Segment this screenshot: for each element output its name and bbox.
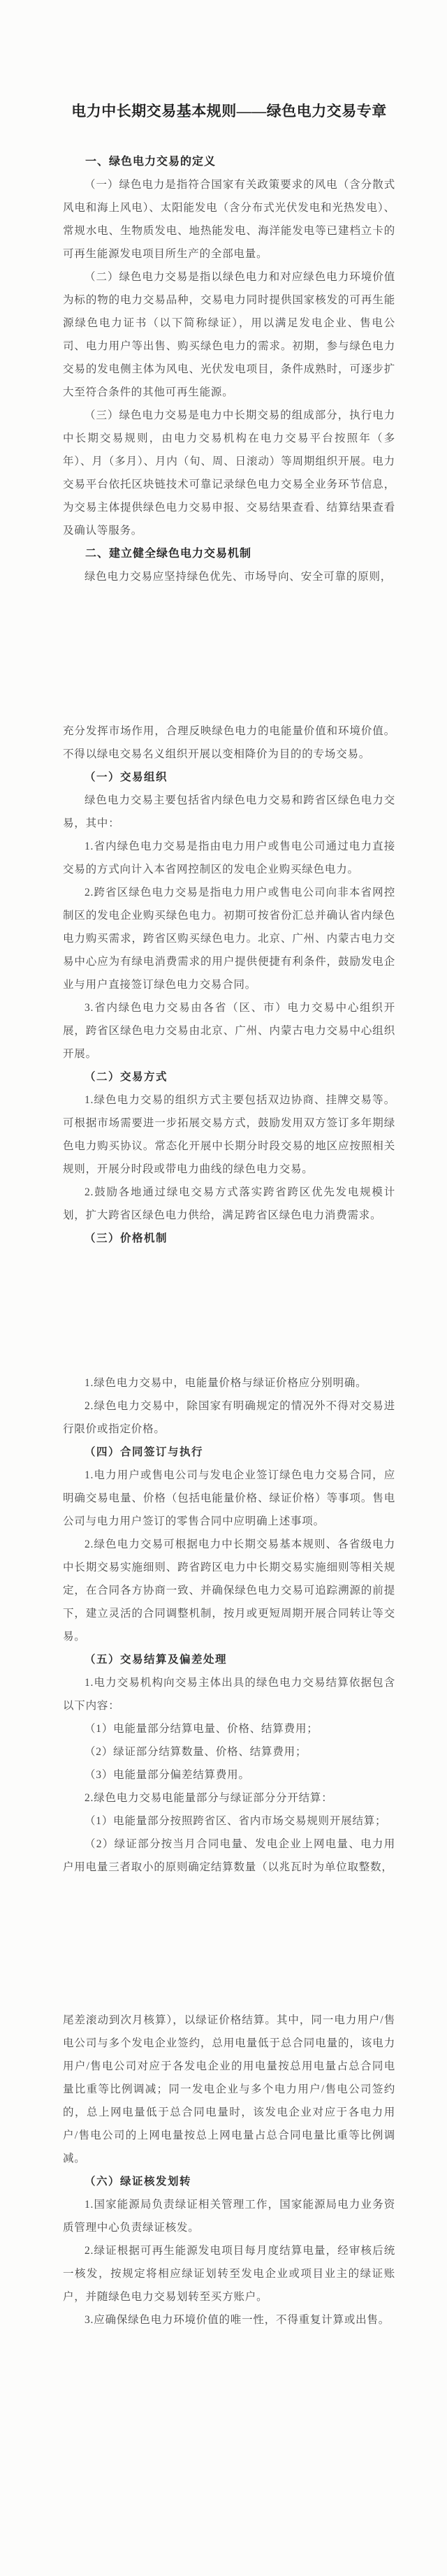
section-2-intro-continued: 充分发挥市场作用，合理反映绿色电力的电能量价值和环境价值。不得以绿电交易名义组织开展以变相降价为目的的专场交易。 [63, 725, 395, 760]
subsection-3-heading: （三）价格机制 [85, 1232, 168, 1244]
subsection-5-paragraph-1: 1.电力交易机构向交易主体出具的绿色电力交易结算依据包含以下内容： [63, 1677, 395, 1712]
subsection-4-paragraph-1: 1.电力用户或售电公司与发电企业签订绿色电力交易合同，应明确交易电量、价格（包括电能量价格、绿证价格）等事项。售电公司与电力用户签订的零售合同中应明确上述事项。 [63, 1469, 395, 1527]
page-break-gap-3 [63, 1879, 395, 2009]
subsection-1-paragraph-3: 2.跨省区绿色电力交易是指电力用户或售电公司向非本省网控制区的发电企业购买绿色电力。初期可按省份汇总并确认省内绿色电力购买需求，跨省区购买绿色电力。北京、广州、内蒙古电力交易中心应为有绿电消费需求的用户提供便捷有利条件，鼓励发电企业与用户直接签订绿色电力交易合同。 [63, 887, 395, 991]
subsection-5-list-item-5-continued: 尾差滚动到次月核算），以绿证价格结算。其中，同一电力用户/售电公司与多个发电企业签约，总用电量低于总合同电量的，该电力用户/售电公司对应于各发电企业的用电量按总用电量占总合同电量比重等比例调减；同一发电企业与多个电力用户/售电公司签约的，总上网电量低于总合同电量时，该发电企业对应于各电力用户/售电公司的上网电量按总上网电量占总合同电量比重等比例调减。 [63, 2014, 395, 2164]
subsection-5-paragraph-2: 2.绿色电力交易电能量部分与绿证部分分开结算： [85, 1792, 333, 1804]
section-1-heading: 一、绿色电力交易的定义 [85, 156, 217, 168]
subsection-2-paragraph-2: 2.鼓励各地通过绿电交易方式落实跨省跨区优先发电规模计划，扩大跨省区绿色电力供给，满足跨省区绿色电力消费需求。 [63, 1186, 395, 1221]
subsection-5-list-item-3: （3）电能量部分偏差结算费用。 [85, 1769, 250, 1781]
subsection-6-paragraph-1: 1.国家能源局负责绿证相关管理工作，国家能源局电力业务资质管理中心负责绿证核发。 [63, 2199, 395, 2234]
subsection-1-paragraph-2: 1.省内绿色电力交易是指由电力用户或售电公司通过电力直接交易的方式向计入本省网控制区的发电企业购买绿色电力。 [63, 841, 395, 875]
section-2-intro-start: 绿色电力交易应坚持绿色优先、市场导向、安全可靠的原则， [85, 571, 393, 583]
subsection-5-list-item-5-start: （2）绿证部分按当月合同电量、发电企业上网电量、电力用户用电量三者取小的原则确定结算数量（以兆瓦时为单位取整数， [63, 1838, 395, 1873]
subsection-3-paragraph-1: 1.绿色电力交易中，电能量价格与绿证价格应分别明确。 [85, 1377, 367, 1389]
subsection-6-heading: （六）绿证核发划转 [85, 2176, 192, 2188]
section-1-paragraph-2: （二）绿色电力交易是指以绿色电力和对应绿色电力环境价值为标的物的电力交易品种，交易电力同时提供国家核发的可再生能源绿色电力证书（以下简称绿证），用以满足发电企业、售电公司、电力用户等出售、购买绿色电力的需求。初期，参与绿色电力交易的发电侧主体为风电、光伏发电项目，条件成熟时，可逐步扩大至符合条件的其他可再生能源。 [63, 271, 395, 398]
subsection-2-heading: （二）交易方式 [85, 1071, 168, 1083]
section-1-paragraph-3: （三）绿色电力交易是电力中长期交易的组成部分，执行电力中长期交易规则，由电力交易机构在电力交易平台按照年（多年）、月（多月）、月内（旬、周、日滚动）等周期组织开展。电力交易平台依托区块链技术可靠记录绿色电力交易全业务环节信息，为交易主体提供绿色电力交易申报、交易结果查看、结算结果查看及确认等服务。 [63, 409, 395, 537]
subsection-2-paragraph-1: 1.绿色电力交易的组织方式主要包括双边协商、挂牌交易等。可根据市场需要进一步拓展交易方式，鼓励发用双方签订多年期绿色电力购买协议。常态化开展中长期分时段交易的地区应按照相关规则，开展分时段或带电力曲线的绿色电力交易。 [63, 1094, 395, 1175]
subsection-4-paragraph-2: 2.绿色电力交易可根据电力中长期交易基本规则、各省级电力中长期交易实施细则、跨省跨区电力中长期交易实施细则等相关规定，在合同各方协商一致、并确保绿色电力交易可追踪溯源的前提下，建立灵活的合同调整机制，按月或更短周期开展合同转让等交易。 [63, 1538, 395, 1643]
subsection-4-heading: （四）合同签订与执行 [85, 1446, 204, 1458]
subsection-6-paragraph-2: 2.绿证根据可再生能源发电项目每月度结算电量，经审核后统一核发，按规定将相应绿证划转至发电企业或项目业主的绿证账户，并随绿色电力交易划转至买方账户。 [63, 2245, 395, 2303]
document-title: 电力中长期交易基本规则——绿色电力交易专章 [71, 103, 387, 119]
subsection-1-paragraph-1: 绿色电力交易主要包括省内绿色电力交易和跨省区绿色电力交易，其中： [63, 794, 395, 829]
subsection-5-list-item-1: （1）电能量部分结算电量、价格、结算费用； [85, 1723, 318, 1735]
subsection-5-heading: （五）交易结算及偏差处理 [85, 1654, 228, 1666]
subsection-6-paragraph-3: 3.应确保绿色电力环境价值的唯一性，不得重复计算或出售。 [85, 2314, 390, 2326]
section-1-paragraph-1: （一）绿色电力是指符合国家有关政策要求的风电（含分散式风电和海上风电）、太阳能发电（含分布式光伏发电和光热发电）、常规水电、生物质发电、地热能发电、海洋能发电等已建档立卡的可再生能源发电项目所生产的全部电量。 [63, 179, 395, 260]
subsection-1-paragraph-4: 3.省内绿色电力交易由各省（区、市）电力交易中心组织开展，跨省区绿色电力交易由北京、广州、内蒙古电力交易中心组织开展。 [63, 1002, 395, 1060]
subsection-5-list-item-2: （2）绿证部分结算数量、价格、结算费用； [85, 1746, 307, 1758]
page-break-gap-2 [63, 1250, 395, 1371]
subsection-5-list-item-4: （1）电能量部分按照跨省区、省内市场交易规则开展结算； [85, 1815, 387, 1827]
page-break-gap-1 [63, 588, 395, 720]
subsection-3-paragraph-2: 2.绿色电力交易中，除国家有明确规定的情况外不得对交易进行限价或指定价格。 [63, 1400, 395, 1435]
section-2-heading: 二、建立健全绿色电力交易机制 [85, 548, 252, 560]
subsection-1-heading: （一）交易组织 [85, 771, 168, 783]
